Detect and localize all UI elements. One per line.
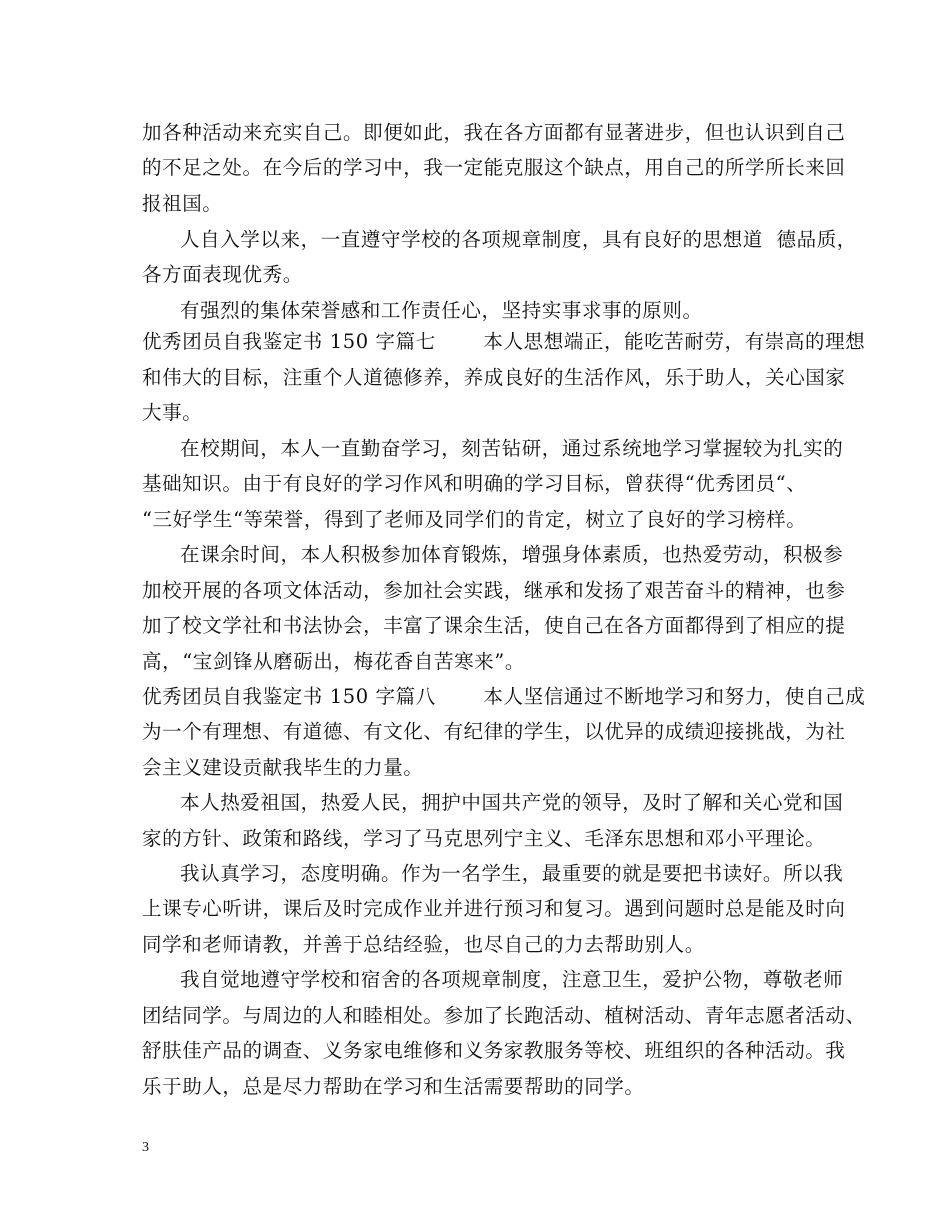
- section-heading-line: 优秀团员自我鉴定书 150 字篇八 本人坚信通过不断地学习和努力，使自己成: [142, 685, 866, 708]
- text-line: 家的方针、政策和路线，学习了马克思列宁主义、毛泽东思想和邓小平理论。: [142, 827, 826, 850]
- text-line: 加校开展的各项文体活动，参加社会实践，继承和发扬了艰苦奋斗的精神，也参: [142, 579, 846, 602]
- text-line: 报祖国。: [142, 192, 223, 215]
- text-line: 同学和老师请教，并善于总结经验，也尽自己的力去帮助别人。: [142, 933, 705, 956]
- text-line: 我认真学习，态度明确。作为一名学生，最重要的就是要把书读好。所以我: [180, 862, 844, 885]
- text-line: 加了校文学社和书法协会，丰富了课余生活，使自己在各方面都得到了相应的提: [142, 614, 846, 637]
- text-line: 加各种活动来充实自己。即便如此，我在各方面都有显著进步，但也认识到自己: [142, 121, 846, 144]
- text-line: 上课专心听讲，课后及时完成作业并进行预习和复习。遇到问题时总是能及时向: [142, 897, 846, 920]
- section-heading-line: 优秀团员自我鉴定书 150 字篇七 本人思想端正，能吃苦耐劳，有崇高的理想: [142, 330, 866, 353]
- text-line: 我自觉地遵守学校和宿舍的各项规章制度，注意卫生，爱护公物，尊敬老师: [180, 968, 844, 991]
- text-line: 会主义建设贡献我毕生的力量。: [142, 756, 424, 779]
- text-line: 有强烈的集体荣誉感和工作责任心，坚持实事求事的原则。: [180, 299, 703, 322]
- text-line: 各方面表现优秀。: [142, 263, 303, 286]
- text-line: 舒肤佳产品的调查、义务家电维修和义务家教服务等校、班组织的各种活动。我: [142, 1039, 846, 1062]
- text-line: 高，“宝剑锋从磨砺出，梅花香自苦寒来”。: [142, 650, 525, 673]
- text-line: 为一个有理想、有道德、有文化、有纪律的学生，以优异的成绩迎接挑战，为社: [142, 720, 846, 743]
- page-number: 3: [142, 1140, 149, 1155]
- text-line: 人自入学以来，一直遵守学校的各项规章制度，具有良好的思想道 德品质，: [180, 228, 857, 251]
- text-line: “三好学生“等荣誉，得到了老师及同学们的肯定，树立了良好的学习榜样。: [142, 508, 807, 531]
- text-line: 基础知识。由于有良好的学习作风和明确的学习目标，曾获得“优秀团员“、: [142, 472, 807, 495]
- text-line: 在课余时间，本人积极参加体育锻炼，增强身体素质，也热爱劳动，积极参: [180, 543, 844, 566]
- text-line: 的不足之处。在今后的学习中，我一定能克服这个缺点，用自己的所学所长来回: [142, 156, 846, 179]
- text-line: 和伟大的目标，注重个人道德修养，养成良好的生活作风，乐于助人，关心国家: [142, 366, 846, 389]
- text-line: 在校期间，本人一直勤奋学习，刻苦钻研，通过系统地学习掌握较为扎实的: [180, 437, 844, 460]
- text-line: 大事。: [142, 401, 203, 424]
- text-line: 本人热爱祖国，热爱人民，拥护中国共产党的领导，及时了解和关心党和国: [180, 791, 844, 814]
- text-line: 乐于助人，总是尽力帮助在学习和生活需要帮助的同学。: [142, 1075, 645, 1098]
- text-line: 团结同学。与周边的人和睦相处。参加了长跑活动、植树活动、青年志愿者活动、: [142, 1004, 866, 1027]
